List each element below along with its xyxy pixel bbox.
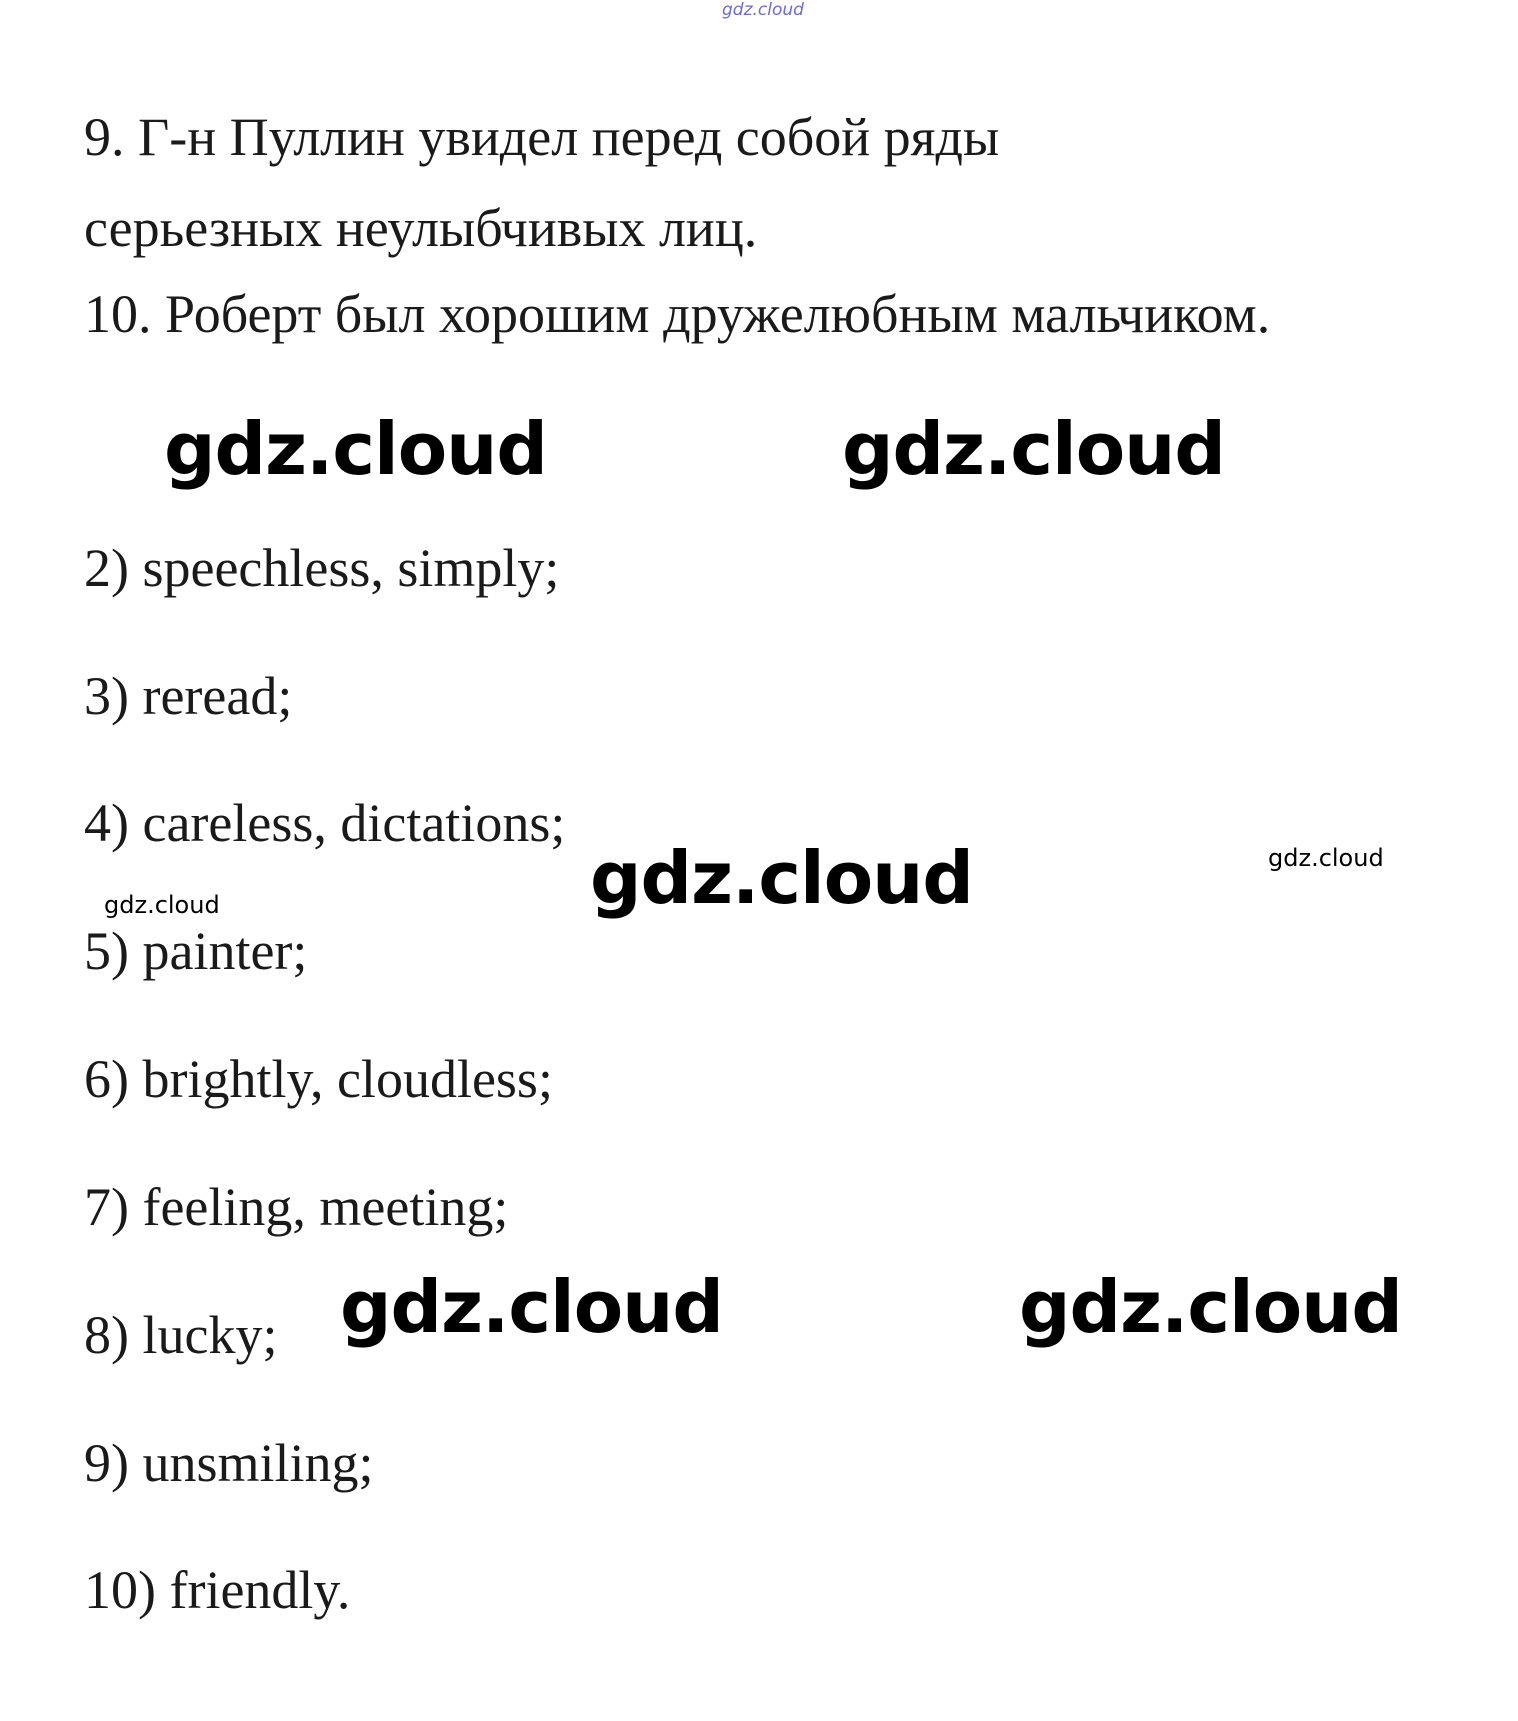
translation-line: серьезных неулыбчивых лиц. [84, 198, 758, 258]
translation-line: 9. Г-н Пуллин увидел перед собой ряды [84, 107, 1000, 167]
answer-line: 7) feeling, meeting; [84, 1177, 509, 1237]
translation-line: 10. Роберт был хорошим дружелюбным мальчиком. [84, 284, 1271, 344]
answer-line: 9) unsmiling; [84, 1433, 374, 1493]
watermark-small: gdz.cloud [104, 891, 220, 919]
answer-line: 8) lucky; [84, 1305, 278, 1365]
answer-line: 3) reread; [84, 666, 293, 726]
watermark: gdz.cloud [164, 407, 547, 491]
answer-line: 10) friendly. [84, 1560, 351, 1620]
watermark: gdz.cloud [590, 836, 973, 920]
answer-line: 6) brightly, cloudless; [84, 1049, 553, 1109]
watermark: gdz.cloud [340, 1265, 723, 1349]
watermark: gdz.cloud [1019, 1265, 1402, 1349]
watermark-small: gdz.cloud [1268, 844, 1384, 872]
watermark: gdz.cloud [842, 407, 1225, 491]
answer-line: 2) speechless, simply; [84, 538, 560, 598]
answer-line: 5) painter; [84, 921, 308, 981]
watermark-top: gdz.cloud [722, 0, 804, 20]
answer-line: 4) careless, dictations; [84, 793, 566, 853]
